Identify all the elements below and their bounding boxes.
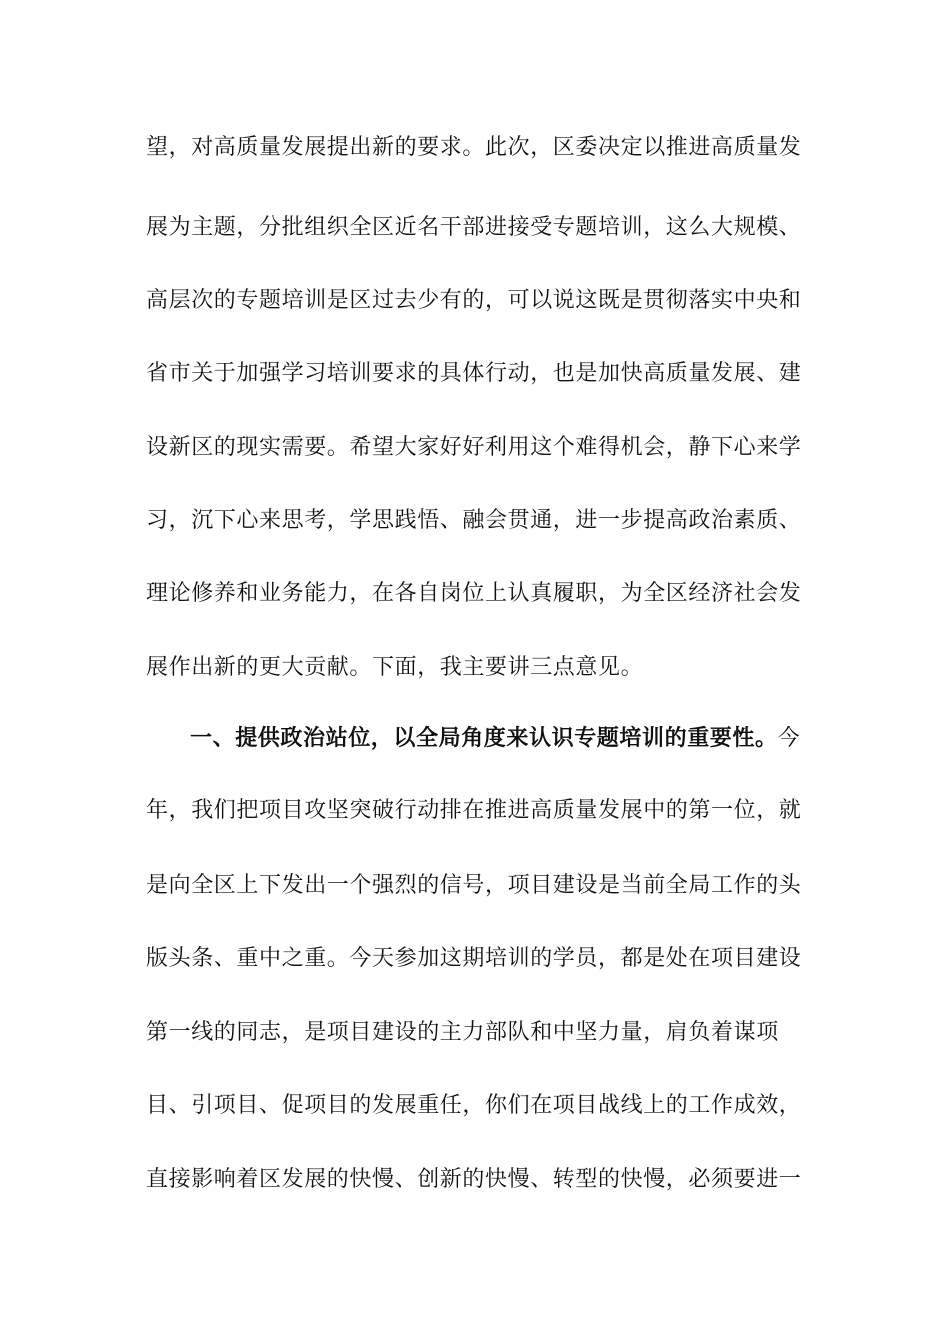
heading-continuation: 今 xyxy=(777,726,801,751)
body-line: 设新区的现实需要。希望大家好好利用这个难得机会，静下心来学 xyxy=(146,435,802,460)
body-line: 第一线的同志，是项目建设的主力部队和中坚力量，肩负着谋项 xyxy=(146,1020,779,1045)
body-line: 展为主题，分批组织全区近名干部进接受专题培训，这么大规模、 xyxy=(146,215,802,240)
body-line: 版头条、重中之重。今天参加这期培训的学员，都是处在项目建设 xyxy=(146,946,802,971)
body-line: 望，对高质量发展提出新的要求。此次，区委决定以推进高质量发 xyxy=(146,135,802,160)
body-line: 省市关于加强学习培训要求的具体行动，也是加快高质量发展、建 xyxy=(146,361,802,386)
body-line: 年，我们把项目攻坚突破行动排在推进高质量发展中的第一位，就 xyxy=(146,798,802,823)
body-line: 理论修养和业务能力，在各自岗位上认真履职，为全区经济社会发 xyxy=(146,581,802,606)
body-line: 目、引项目、促项目的发展重任，你们在项目战线上的工作成效， xyxy=(146,1093,802,1118)
section-heading: 一、提供政治站位，以全局角度来认识专题培训的重要性。 xyxy=(190,725,778,751)
body-line: 展作出新的更大贡献。下面，我主要讲三点意见。 xyxy=(146,655,644,680)
body-line: 直接影响着区发展的快慢、创新的快慢、转型的快慢，必须要进一 xyxy=(146,1167,802,1192)
section-heading-line xyxy=(190,723,806,754)
body-line: 是向全区上下发出一个强烈的信号，项目建设是当前全局工作的头 xyxy=(146,873,802,898)
body-line: 高层次的专题培训是区过去少有的，可以说这既是贯彻落实中央和 xyxy=(146,288,802,313)
body-line: 习，沉下心来思考，学思践悟、融会贯通，进一步提高政治素质、 xyxy=(146,508,802,533)
